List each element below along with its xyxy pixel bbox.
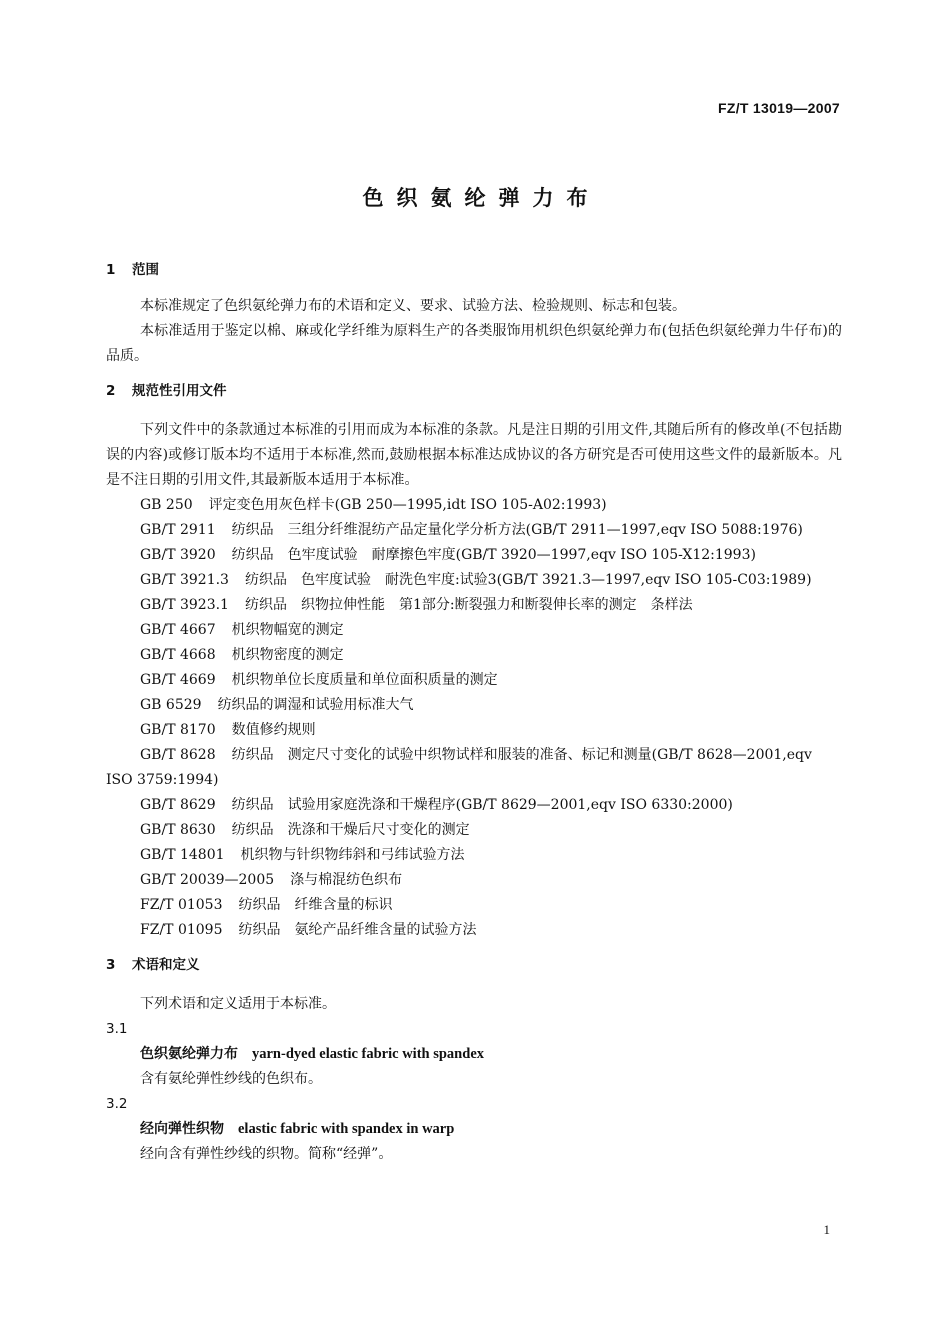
reference-title: 机织物与针织物纬斜和弓纬试验方法 [240,847,465,863]
reference-item [106,668,842,693]
section-number: 3 [106,957,116,973]
terms-intro: 下列术语和定义适用于本标准。 [140,996,336,1012]
scope-paragraph-1: 本标准规定了色织氨纶弹力布的术语和定义、要求、试验方法、检验规则、标志和包装。 [140,298,686,314]
term-number: 3.1 [106,1021,128,1037]
reference-item [106,693,842,718]
term-heading [106,1117,842,1142]
section-2-heading [106,379,842,404]
references-intro: 下列文件中的条款通过本标准的引用而成为本标准的条款。凡是注日期的引用文件,其随后所有的修改单(不包括勘误的内容)或修订版本均不适用于本标准,然而,鼓励根据本标准达成协议的各方研究是否可使用这些文件的最新版本。凡是不注日期的引用文件,其最新版本适用于本标准。 [106,422,842,488]
reference-code: GB/T 3921.3 [140,572,229,588]
reference-title: 纺织品的调湿和试验用标准大气 [217,697,414,713]
reference-item [106,643,842,668]
reference-code: GB 250 [140,497,193,513]
reference-title: 涤与棉混纺色织布 [290,872,403,888]
reference-code: GB/T 2911 [140,522,216,538]
reference-item [106,868,842,893]
term-number: 3.2 [106,1096,128,1112]
page-number: 1 [823,1222,830,1237]
reference-code: GB/T 3920 [140,547,216,563]
reference-title: 机织物密度的测定 [231,647,344,663]
reference-title: 纺织品 纤维含量的标识 [238,897,393,913]
section-number: 2 [106,383,116,399]
term-definition: 经向含有弹性纱线的织物。简称“经弹”。 [140,1146,393,1162]
reference-item [106,493,842,518]
reference-code: FZ/T 01053 [140,897,223,913]
reference-title: 纺织品 织物拉伸性能 第1部分:断裂强力和断裂伸长率的测定 条样法 [244,597,693,613]
section-1-heading [106,258,842,283]
reference-item [106,618,842,643]
reference-title: 纺织品 色牢度试验 耐洗色牢度:试验3(GB/T 3921.3—1997,eqv ISO 105-C03:1989) [244,572,812,588]
reference-title: 纺织品 色牢度试验 耐摩擦色牢度(GB/T 3920—1997,eqv ISO 105-X12:1993) [231,547,756,563]
reference-code: GB/T 8170 [140,722,216,738]
reference-item [106,843,842,868]
reference-title: 纺织品 测定尺寸变化的试验中织物试样和服装的准备、标记和测量(GB/T 8628—2001,eqv ISO 3759:1994) [106,747,812,788]
reference-item [106,743,842,793]
reference-code: GB/T 4667 [140,622,216,638]
standard-code: FZ/T 13019—2007 [717,100,840,116]
section-number: 1 [106,262,116,278]
reference-item [106,593,842,618]
reference-code: GB/T 8628 [140,747,216,763]
term-heading [106,1042,842,1067]
reference-item [106,568,842,593]
reference-item [106,543,842,568]
reference-title: 评定变色用灰色样卡(GB 250—1995,idt ISO 105-A02:1993) [208,497,607,513]
reference-title: 数值修约规则 [231,722,316,738]
section-title: 规范性引用文件 [132,383,227,399]
document-body [106,258,842,1167]
reference-code: GB/T 20039—2005 [140,872,275,888]
reference-code: GB 6529 [140,697,202,713]
reference-title: 纺织品 试验用家庭洗涤和干燥程序(GB/T 8629—2001,eqv ISO 6330:2000) [231,797,733,813]
term-english: yarn-dyed elastic fabric with spandex [252,1046,484,1062]
reference-code: GB/T 8629 [140,797,216,813]
reference-code: GB/T 14801 [140,847,225,863]
term-chinese: 色织氨纶弹力布 [140,1046,238,1062]
reference-item [106,818,842,843]
section-title: 范围 [132,262,159,278]
reference-title: 纺织品 氨纶产品纤维含量的试验方法 [238,922,477,938]
reference-item [106,518,842,543]
reference-item [106,718,842,743]
scope-paragraph-2: 本标准适用于鉴定以棉、麻或化学纤维为原料生产的各类服饰用机织色织氨纶弹力布(包括色织氨纶弹力牛仔布)的品质。 [106,323,842,364]
reference-title: 机织物单位长度质量和单位面积质量的测定 [231,672,498,688]
reference-item [106,918,842,943]
reference-code: GB/T 4668 [140,647,216,663]
reference-item [106,893,842,918]
reference-code: GB/T 3923.1 [140,597,229,613]
term-definition: 含有氨纶弹性纱线的色织布。 [140,1071,322,1087]
reference-title: 纺织品 三组分纤维混纺产品定量化学分析方法(GB/T 2911—1997,eqv ISO 5088:1976) [231,522,803,538]
section-3-heading [106,953,842,978]
reference-code: FZ/T 01095 [140,922,223,938]
term-chinese: 经向弹性织物 [140,1121,224,1137]
reference-list [106,493,842,943]
term-english: elastic fabric with spandex in warp [238,1121,455,1137]
section-title: 术语和定义 [132,957,200,973]
document-title: 色织氨纶弹力布 [362,186,601,210]
reference-title: 纺织品 洗涤和干燥后尺寸变化的测定 [231,822,470,838]
reference-item [106,793,842,818]
reference-title: 机织物幅宽的测定 [231,622,344,638]
reference-code: GB/T 8630 [140,822,216,838]
reference-code: GB/T 4669 [140,672,216,688]
